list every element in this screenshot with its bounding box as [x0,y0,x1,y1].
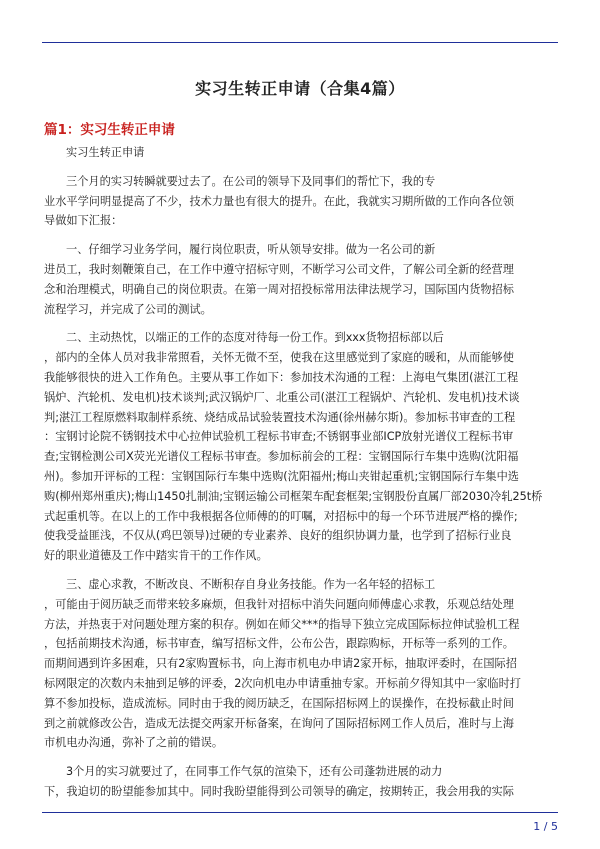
text-line: 锅炉、汽轮机、发电机)技术谈判;武汉锅炉厂、北重公司(湛江工程锅炉、汽轮机、发电机)技术谈 [44,390,520,404]
text-line: 二、主动热忱，以端正的工作的态度对待每一份工作。到xxx货物招标部以后 [66,331,444,345]
text-line: 式起重机等。在以上的工作中我根据各位师傅的的叮嘱，对招标中的每一个环节进展严格的操作; [44,509,518,523]
text-line: 使我受益匪浅，不仅从(鸡巴领导)过硬的专业素养、良好的组织协调力量，也学到了招标行业良 [44,529,512,543]
text-line: 购(柳州郑州重庆);梅山1450扎制油;宝钢运输公司框架车配套框架;宝钢股份直属厂部2030冷轧25t桥 [44,489,543,503]
text-line: ，包括前期技术沟通，标书审查，编写招标文件，公布公告，跟踪购标，开标等一系列的工作。 [44,637,514,651]
footer-rule [42,812,558,813]
paragraph-section-three [44,575,556,753]
text-line: 我能够很快的进入工作角色。主要从事工作如下：参加技术沟通的工程：上海电气集团(湛江工程 [44,370,519,384]
text-line: 查;宝钢检测公司X荧光光谱仪工程标书审查。参加标前会的工程：宝钢国际行车集中选购(沈阳福 [44,450,519,464]
text-line: 实习生转正申请 [66,146,145,159]
text-line: 方法，并热衷于对问题处理方案的积存。例如在师父***的指导下独立完成国际标拉伸试验机工程 [44,617,520,631]
text-line: ，部内的全体人员对我非常照看，关怀无微不至，使我在这里感觉到了家庭的暖和，从而能够使 [44,351,514,365]
text-line: ：宝钢讨论院不锈钢技术中心拉伸试验机工程标书审查;不锈钢事业部ICP放射光谱仪工程标书审 [44,430,514,444]
paragraph-section-one [44,240,556,319]
text-line: 到之前就修改公告，造成无法提交两家开标备案，在询问了国际招标网工作人员后，准时与上海 [44,716,514,730]
text-line: 导做如下汇报： [44,214,123,228]
text-line: 市机电办沟通，弥补了之前的错误。 [44,736,224,750]
paragraph-subtitle [44,143,556,163]
document-title: 实习生转正申请（合集4篇） [195,79,405,98]
page-number: 1 / 5 [533,820,558,833]
text-line: 判;湛江工程原燃料取制样系统、烧结成品试验装置技术沟通(徐州赫尔斯)。参加标书审查的工程 [44,410,516,424]
text-line: 进员工，我时刻鞭策自己，在工作中遵守招标守则，不断学习公司文件，了解公司全新的经营理 [44,262,514,276]
text-line: 算不参加投标，造成流标。同时由于我的阅历缺乏，在国际招标网上的误操作，在投标截止时间 [44,696,514,710]
text-line: 业水平学问明显提高了不少，技术力量也有很大的提升。在此，我就实习期所做的工作向各位领 [44,194,514,208]
text-line: ，可能由于阅历缺乏而带来较多麻烦，但我针对招标中消失问题向师傅虚心求教，乐观总结处理 [44,597,514,611]
text-line: 而期间遇到许多困难，只有2家购置标书，向上海市机电办申请2家开标，抽取评委时，在国际招 [44,657,517,671]
text-line: 标网限定的次数内未抽到足够的评委，2次向机电办申请重抽专家。开标前夕得知其中一家临时打 [44,676,521,690]
paragraph-section-two [44,328,556,566]
text-line: 一、仔细学习业务学问，履行岗位职责，听从领导安排。做为一名公司的新 [66,243,436,257]
text-line: 好的职业道德及工作中踏实肯干的工作作风。 [44,549,268,563]
text-line: 州)。参加开评标的工程：宝钢国际行车集中选购(沈阳福州;梅山夹钳起重机;宝钢国际行车集中选 [44,469,519,483]
paragraph-closing [44,762,556,802]
paragraph-intro [44,172,556,231]
header-rule [42,42,558,43]
text-line: 流程学习，并完成了公司的测试。 [44,302,212,316]
text-line: 念和治理模式，明确自己的岗位职责。在第一周对招投标常用法律法规学习，国际国内货物招标 [44,282,514,296]
text-line: 三个月的实习转瞬就要过去了。在公司的领导下及同事们的帮忙下，我的专 [66,174,436,188]
text-line: 三、虚心求教，不断改良、不断积存自身业务技能。作为一名年轻的招标工 [66,577,436,591]
text-line: 下，我迫切的盼望能参加其中。同时我盼望能得到公司领导的确定，按期转正，我会用我的实际 [44,784,514,798]
document-body [44,143,556,811]
section-heading: 篇1：实习生转正申请 [44,122,175,138]
text-line: 3个月的实习就要过了，在同事工作气氛的渲染下，还有公司蓬勃进展的动力 [66,765,443,779]
